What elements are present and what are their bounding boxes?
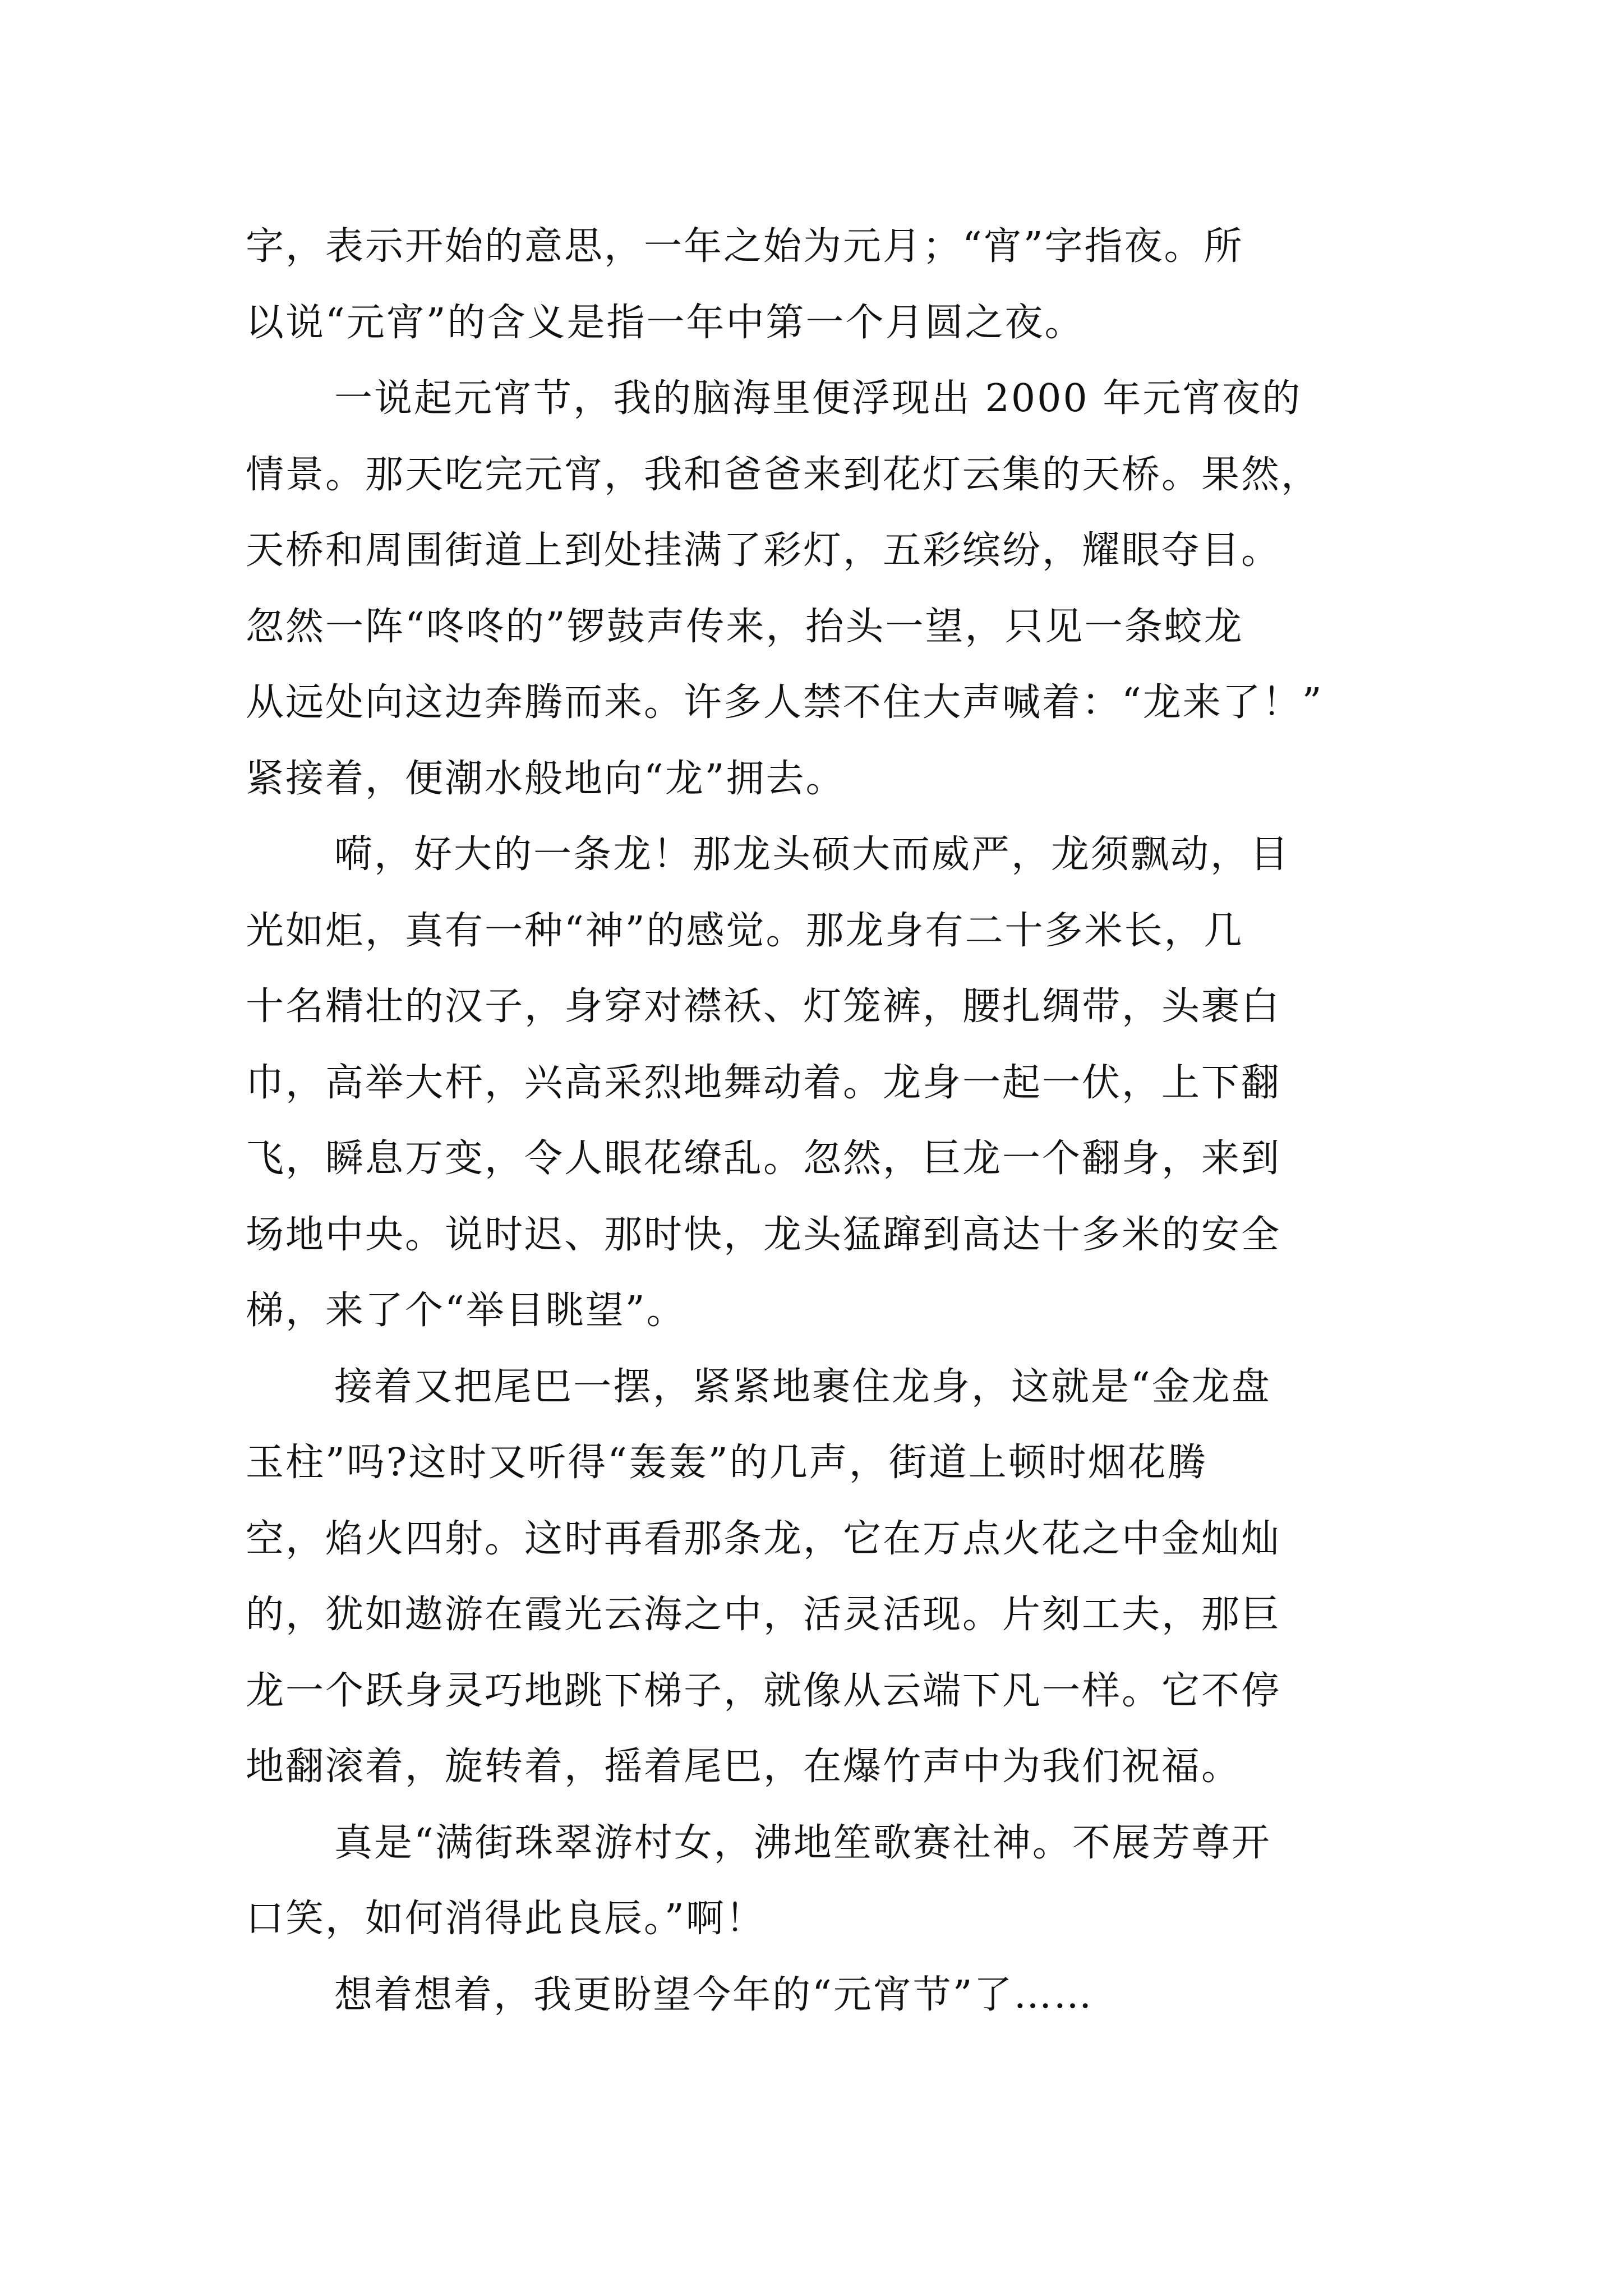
paragraph-start-line: 想着想着，我更盼望今年的“元宵节”了…… — [334, 1972, 1094, 2017]
text-line: 忽然一阵“咚咚的”锣鼓声传来，抬头一望，只见一条蛟龙 — [246, 604, 1244, 649]
text-line: 天桥和周围街道上到处挂满了彩灯，五彩缤纷，耀眼夺目。 — [246, 528, 1281, 573]
text-line: 空，焰火四射。这时再看那条龙，它在万点火花之中金灿灿 — [246, 1516, 1281, 1561]
text-line: 从远处向这边奔腾而来。许多人禁不住大声喊着：“龙来了！” — [246, 680, 1324, 725]
text-line: 地翻滚着，旋转着，摇着尾巴，在爆竹声中为我们祝福。 — [246, 1745, 1242, 1789]
text-line: 龙一个跃身灵巧地跳下梯子，就像从云端下凡一样。它不停 — [246, 1668, 1281, 1713]
text-line: 场地中央。说时迟、那时快，龙头猛蹿到高达十多米的安全 — [246, 1212, 1281, 1257]
document-body — [246, 209, 1367, 2033]
text-line: 梯，来了个“举目眺望”。 — [246, 1289, 686, 1333]
text-line: 情景。那天吃完元宵，我和爸爸来到花灯云集的天桥。果然， — [246, 452, 1321, 497]
text-line: 口笑，如何消得此良辰。”啊！ — [246, 1897, 766, 1941]
text-line: 的，犹如遨游在霞光云海之中，活灵活现。片刻工夫，那巨 — [246, 1593, 1281, 1637]
text-line: 字，表示开始的意思，一年之始为元月；“宵”字指夜。所 — [246, 224, 1244, 269]
text-line: 光如炬，真有一种“神”的感觉。那龙身有二十多米长，几 — [246, 908, 1244, 953]
text-line: 以说“元宵”的含义是指一年中第一个月圆之夜。 — [246, 300, 1085, 345]
paragraph-start-line: 真是“满街珠翠游村女，沸地笙歌赛社神。不展芳尊开 — [334, 1820, 1271, 1865]
text-line: 十名精壮的汉子，身穿对襟袄、灯笼裤，腰扎绸带，头裹白 — [246, 984, 1281, 1029]
paragraph-start-line: 嗬，好大的一条龙！那龙头硕大而威严，龙须飘动，目 — [334, 832, 1290, 877]
paragraph-start-line: 一说起元宵节，我的脑海里便浮现出 2000 年元宵夜的 — [334, 376, 1302, 421]
text-line: 巾，高举大杆，兴高采烈地舞动着。龙身一起一伏，上下翻 — [246, 1060, 1281, 1105]
text-line: 紧接着，便潮水般地向“龙”拥去。 — [246, 756, 846, 801]
paragraph-start-line: 接着又把尾巴一摆，紧紧地裹住龙身，这就是“金龙盘 — [334, 1364, 1271, 1409]
text-line: 玉柱”吗?这时又听得“轰轰”的几声，街道上顿时烟花腾 — [246, 1441, 1207, 1485]
text-line: 飞，瞬息万变，令人眼花缭乱。忽然，巨龙一个翻身，来到 — [246, 1137, 1281, 1181]
